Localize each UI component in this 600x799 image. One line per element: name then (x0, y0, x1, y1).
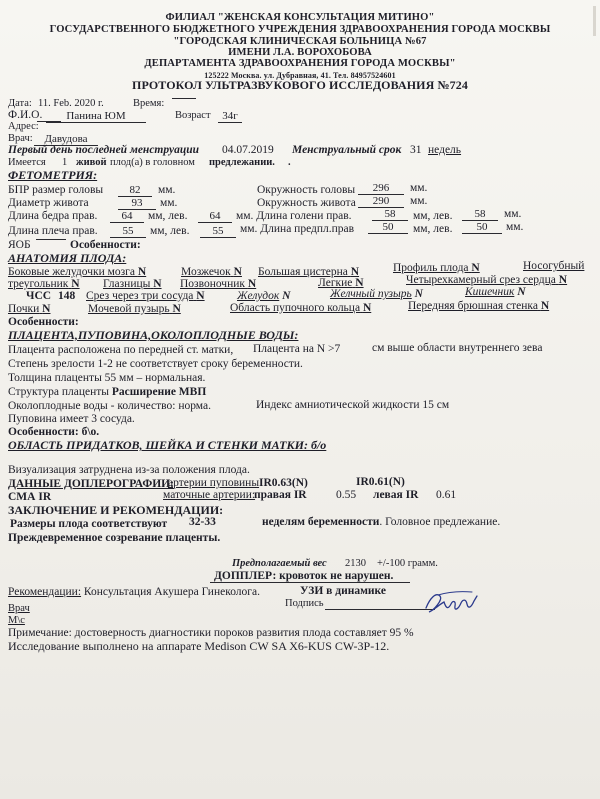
head-circ-value: 296 (358, 182, 404, 195)
header-line-3: "ГОРОДСКАЯ КЛИНИЧЕСКАЯ БОЛЬНИЦА №67 (173, 36, 427, 47)
fetus-presentation: предлежании. (209, 157, 275, 168)
anatomy-cord-area: Область пупочного кольца N (230, 302, 372, 314)
anatomy-kidneys: Почки N (8, 303, 51, 315)
doppler-left-label: левая IR (373, 489, 419, 501)
doppler-right-value: 0.55 (336, 489, 357, 501)
amniotic-index: Индекс амниотической жидкости 15 см (256, 399, 450, 411)
doppler-uterine: маточные артерии: (163, 489, 256, 501)
us-dynamics: УЗИ в динамике (300, 585, 386, 597)
doppler-ir-1: IR0.63(N) (259, 477, 308, 489)
fetus-text: плод(а) в головном (110, 157, 195, 168)
tibia-right: 58 (372, 208, 408, 221)
date-label: Дата: (8, 98, 32, 109)
placenta-location: Плацента расположена по передней ст. матки, (8, 344, 234, 356)
doppler-cord-arteries: артерии пуповины (168, 477, 260, 489)
hr-label: ЧСС (26, 290, 52, 302)
anatomy-cisterna-magna: Большая цистерна N (258, 266, 360, 278)
abd-circ-unit: мм. (410, 195, 428, 207)
doctor-signature (420, 586, 482, 620)
abd-circ-value: 290 (358, 195, 404, 208)
placenta-title: ПЛАЦЕНТА,ПУПОВИНА,ОКОЛОПЛОДНЫЕ ВОДЫ: (8, 328, 299, 342)
cord-vessels: Пуповина имеет 3 сосуда. (8, 413, 135, 425)
doppler-title: ДАННЫЕ ДОПЛЕРОГРАФИИ: (8, 478, 174, 490)
premature-maturation: Преждевременное созревание плаценты. (8, 532, 221, 544)
signature-line (325, 609, 435, 610)
abd-diam-unit: мм. (160, 197, 178, 209)
recommendations: Рекомендации: Консультация Акушера Гинеколога. (8, 586, 260, 598)
header-line-2: ГОСУДАРСТВЕННОГО БЮДЖЕТНОГО УЧРЕЖДЕНИЯ ЗДРАВООХРАНЕНИЯ ГОРОДА МОСКВЫ (49, 24, 551, 35)
anatomy-four-chamber: Четырехкамерный срез сердца N (406, 274, 568, 286)
doppler-note: ДОППЛЕР: кровоток не нарушен. (214, 570, 394, 582)
doctor-value: Давудова (34, 133, 98, 146)
term-unit: недель (428, 144, 462, 156)
lmp-value: 04.07.2019 (222, 144, 274, 156)
doppler-cma: СМА IR (8, 491, 52, 503)
age-value: 34г (218, 110, 242, 123)
time-label: Время: (133, 98, 165, 109)
forearm-left: 50 (462, 221, 502, 234)
adnexa-visualization: Визуализация затруднена из-за положения плода. (8, 464, 250, 476)
abd-diam-value: 93 (118, 197, 156, 210)
abd-diam-label: Диаметр живота (8, 197, 89, 209)
time-value (172, 98, 196, 99)
doctor-label: Врач: (8, 133, 33, 144)
size-value: 32-33 (189, 516, 216, 528)
fetus-prefix: Имеется (8, 157, 46, 168)
note: Примечание: достоверность диагностики пороков развития плода составляет 95 % (8, 627, 414, 639)
placenta-location-3: см выше области внутреннего зева (372, 342, 543, 354)
adnexa-title: ОБЛАСТЬ ПРИДАТКОВ, ШЕЙКА И СТЕНКИ МАТКИ: б/о (8, 438, 327, 452)
head-circ-unit: мм. (410, 182, 428, 194)
tibia-left: 58 (462, 208, 498, 221)
bpr-unit: мм. (158, 184, 176, 196)
doctor-label-bottom: Врач (8, 603, 30, 614)
device: Исследование выполнено на аппарате Medison CW SA X6-KUS CW-3P-12. (8, 639, 390, 653)
placenta-thickness: Толщина плаценты 55 мм – нормальная. (8, 372, 206, 384)
hr-value: 148 (58, 290, 76, 302)
address-label: Адрес: (8, 121, 39, 132)
age-label: Возраст (175, 110, 211, 121)
femur-label: Длина бедра прав. (8, 210, 98, 222)
placenta-structure: Структура плаценты Расширение МВП (8, 386, 207, 398)
placenta-maturity: Степень зрелости 1-2 не соответствует сроку беременности. (8, 358, 303, 370)
anatomy-nasolabial: Носогубный (523, 260, 585, 272)
tibia-left-label: мм, лев. (413, 210, 453, 222)
header-line-5: ДЕПАРТАМЕНТА ЗДРАВООХРАНЕНИЯ ГОРОДА МОСКВЫ" (144, 58, 456, 69)
anatomy-three-vessels: Срез через три сосуда N (86, 290, 205, 302)
size-label: Размеры плода соответствуют (10, 518, 168, 530)
humerus-label: Длина плеча прав. (8, 225, 98, 237)
doppler-left-value: 0.61 (436, 489, 457, 501)
yob-value (36, 239, 66, 240)
femur-right: 64 (110, 210, 144, 223)
humerus-left-label: мм, лев. (150, 225, 190, 237)
fetus-count: 1 (62, 157, 68, 168)
doppler-note-line (210, 582, 410, 583)
term-value: 31 (410, 144, 422, 156)
anatomy-abd-wall: Передняя брюшная стенка N (408, 300, 550, 312)
abd-circ-label: Окружность живота (257, 197, 356, 209)
size-suffix: неделям беременности. Головное предлежание. (262, 516, 501, 528)
bpr-value: 82 (118, 184, 152, 197)
anatomy-triangle: треугольник N (8, 278, 80, 290)
humerus-right: 55 (110, 225, 146, 238)
header-line-1: ФИЛИАЛ "ЖЕНСКАЯ КОНСУЛЬТАЦИЯ МИТИНО" (165, 12, 435, 23)
anatomy-bladder: Мочевой пузырь N (88, 303, 181, 315)
anatomy-gallbladder: Желчный пузырь N (330, 288, 423, 300)
forearm-label: мм. Длина предпл.прав (240, 223, 355, 235)
tibia-unit: мм. (504, 208, 522, 220)
femur-left-label: мм, лев. (148, 210, 188, 222)
placenta-features: Особенности: б\о. (8, 426, 100, 438)
placenta-location-2: Плацента на N >7 (253, 343, 341, 355)
weight-label: Предполагаемый вес (232, 558, 327, 569)
anatomy-lateral-ventricles: Боковые желудочки мозга N (8, 266, 147, 278)
anatomy-fetal-profile: Профиль плода N (393, 262, 480, 274)
anatomy-stomach: Желудок N (237, 290, 291, 302)
humerus-left: 55 (200, 225, 236, 238)
anatomy-features-label: Особенности: (8, 316, 79, 328)
head-circ-label: Окружность головы (257, 184, 356, 196)
lmp-label: Первый день последней менструации (8, 144, 200, 156)
weight-value: 2130 (345, 558, 366, 569)
forearm-right: 50 (368, 221, 408, 234)
doppler-right-label: правая IR (254, 489, 307, 501)
fetometry-title: ФЕТОМЕТРИЯ: (8, 168, 98, 182)
weight-tolerance: +/-100 грамм. (377, 558, 438, 569)
anatomy-orbits: Глазницы N (103, 278, 162, 290)
forearm-left-label: мм, лев. (413, 223, 453, 235)
forearm-unit: мм. (506, 221, 524, 233)
protocol-title: ПРОТОКОЛ УЛЬТРАЗВУКОВОГО ИССЛЕДОВАНИЯ №724 (132, 78, 468, 92)
tibia-label: мм. Длина голени прав. (236, 210, 352, 222)
fio-value: Панина ЮМ (46, 110, 146, 123)
date-value: 11. Feb. 2020 г. (38, 98, 104, 109)
fetometry-features-label: Особенности: (70, 239, 141, 251)
doppler-ir-2: IR0.61(N) (356, 476, 405, 488)
term-label: Менструальный срок (292, 144, 402, 156)
anatomy-lungs: Легкие N (318, 277, 364, 289)
conclusion-title: ЗАКЛЮЧЕНИЕ И РЕКОМЕНДАЦИИ: (8, 503, 224, 517)
header-address: 125222 Москва. ул. Дубравная, 41. Тел. 84957524601 (204, 71, 396, 80)
fetus-alive: живой (76, 157, 107, 168)
bpr-label: БПР размер головы (8, 184, 104, 196)
amniotic-fluid: Околоплодные воды - количество: норма. (8, 400, 211, 412)
signature-label: Подпись (285, 598, 324, 609)
femur-left: 64 (198, 210, 232, 223)
yob-label: ЯОБ (8, 239, 31, 251)
fetus-dot: . (288, 157, 291, 168)
anatomy-intestine: Кишечник N (465, 286, 526, 298)
ms-label: М\с (8, 615, 25, 626)
anatomy-title: АНАТОМИЯ ПЛОДА: (8, 251, 127, 265)
address-value (37, 121, 61, 122)
header-line-4: ИМЕНИ Л.А. ВОРОХОБОВА (228, 47, 372, 58)
anatomy-cerebellum: Мозжечок N (181, 266, 242, 278)
anatomy-spine: Позвоночник N (180, 278, 257, 290)
fio-label: Ф.И.О. (8, 109, 43, 121)
